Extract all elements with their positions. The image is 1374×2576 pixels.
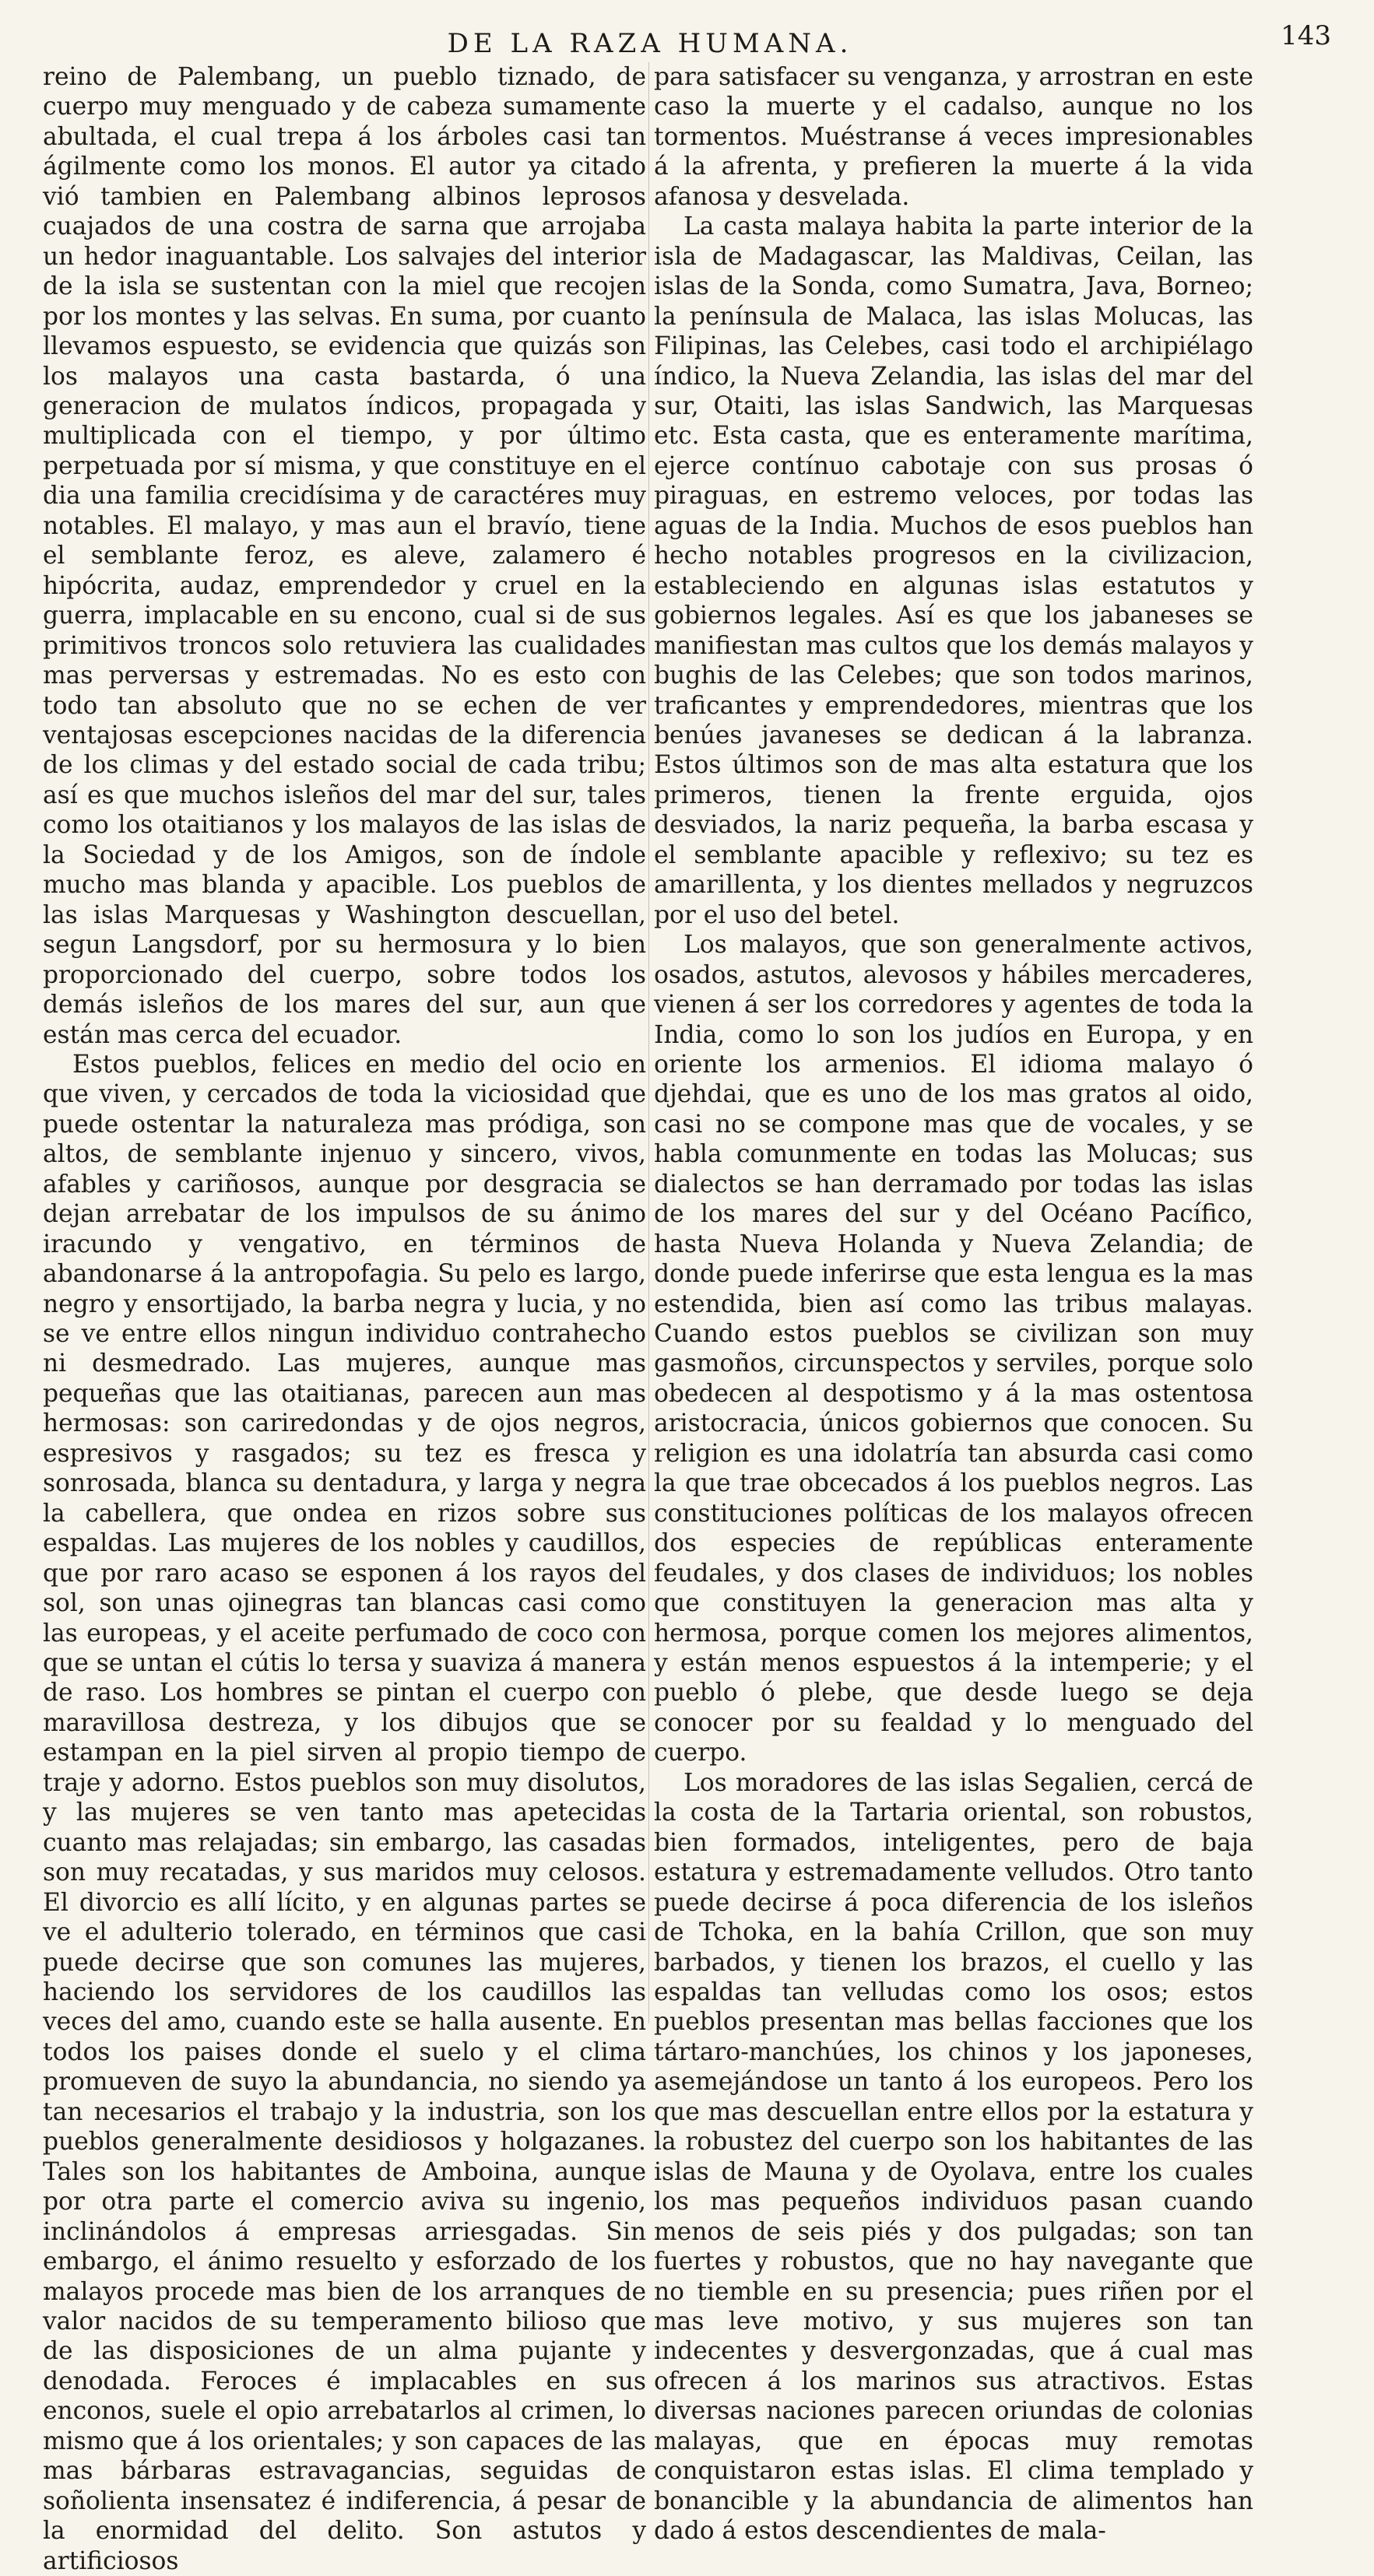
right-paragraph-4: Los moradores de las islas Segalien, cercá de la costa de la Tartaria oriental, son robustos, bien formados, inteligentes, pero de baja estatura y estremadamente velludos. Otro tanto puede decirse á poca diferencia de los isleños de Tchoka, en la bahía Crillon, que son muy barbados, y tienen los brazos, el cuello y las espaldas tan velludas como los osos; estos pueblos presentan mas bellas facciones que los tártaro-manchúes, los chinos y los japoneses, asemejándose un tanto á los europeos. Pero los que mas descuellan entre ellos por la estatura y la robustez del cuerpo son los habitantes de las islas de Mauna y de Oyolava, entre los cuales los mas pequeños individuos pasan cuando menos de seis piés y dos pulgadas; son tan fuertes y robustos, que no hay navegante que no tiemble en su presencia; pues riñen por el mas leve motivo, y sus mujeres son tan indecentes y desvergonzadas, que á cual mas ofrecen á los marinos sus atractivos. Estas diversas naciones parecen oriundas de colonias malayas, que en épocas muy remotas conquistaron estas islas. El clima templado y bonancible y la abundancia de alimentos han dado á estos descendientes de mala- — [654, 1768, 1253, 2546]
right-paragraph-2: La casta malaya habita la parte interior de la isla de Madagascar, las Maldivas, Ceilan, las islas de la Sonda, como Sumatra, Java, Borneo; la península de Malaca, las islas Molucas, las Filipinas, las Celebes, casi todo el archipiélago índico, la Nueva Zelandia, las islas del mar del sur, Otaiti, las islas Sandwich, las Marquesas etc. Esta casta, que es enteramente marítima, ejerce contínuo cabotaje con sus prosas ó piraguas, en estremo veloces, por todas las aguas de la India. Muchos de esos pueblos han hecho notables progresos en la civilizacion, estableciendo en algunas islas estatutos y gobiernos legales. Así es que los jabaneses se manifiestan mas cultos que los demás malayos y bughis de las Celebes; que son todos marinos, traficantes y emprendedores, mientras que los benúes javaneses se dedican á la labranza. Estos últimos son de mas alta estatura que los primeros, tienen la frente erguida, ojos desviados, la nariz pequeña, la barba escasa y el semblante apacible y reflexivo; su tez es amarillenta, y los dientes mellados y negruzcos por el uso del betel. — [654, 212, 1253, 929]
right-column — [654, 62, 1253, 2546]
left-column — [43, 62, 646, 2575]
left-paragraph-1: reino de Palembang, un pueblo tiznado, de cuerpo muy menguado y de cabeza sumamente abultada, el cual trepa á los árboles casi tan ágilmente como los monos. El autor ya citado vió tambien en Palembang albinos leprosos cuajados de una costra de sarna que arrojaba un hedor inaguantable. Los salvajes del interior de la isla se sustentan con la miel que recojen por los montes y las selvas. En suma, por cuanto llevamos espuesto, se evidencia que quizás son los malayos una casta bastarda, ó una generacion de mulatos índicos, propagada y multiplicada con el tiempo, y por último perpetuada por sí misma, y que constituye en el dia una familia crecidísima y de caractéres muy notables. El malayo, y mas aun el bravío, tiene el semblante feroz, es aleve, zalamero é hipócrita, audaz, emprendedor y cruel en la guerra, implacable en su encono, cual si de sus primitivos troncos solo retuviera las cualidades mas perversas y estremadas. No es esto con todo tan absoluto que no se echen de ver ventajosas escepciones nacidas de la diferencia de los climas y del estado social de cada tribu; así es que muchos isleños del mar del sur, tales como los otaitianos y los malayos de las islas de la Sociedad y de los Amigos, son de índole mucho mas blanda y apacible. Los pueblos de las islas Marquesas y Washington descuellan, segun Langsdorf, por su hermosura y lo bien proporcionado del cuerpo, sobre todos los demás isleños de los mares del sur, aun que están mas cerca del ecuador. — [43, 63, 646, 1049]
left-paragraph-2: Estos pueblos, felices en medio del ocio en que viven, y cercados de toda la viciosidad que puede ostentar la naturaleza mas pródiga, son altos, de semblante injenuo y sincero, vivos, afables y cariñosos, aunque por desgracia se dejan arrebatar de los impulsos de su ánimo iracundo y vengativo, en términos de abandonarse á la antropofagia. Su pelo es largo, negro y ensortijado, la barba negra y lucia, y no se ve entre ellos ningun individuo contrahecho ni desmedrado. Las mujeres, aunque mas pequeñas que las otaitianas, parecen aun mas hermosas: son cariredondas y de ojos negros, espresivos y rasgados; su tez es fresca y sonrosada, blanca su dentadura, y larga y negra la cabellera, que ondea en rizos sobre sus espaldas. Las mujeres de los nobles y caudillos, que por raro acaso se esponen á los rayos del sol, son unas ojinegras tan blancas casi como las europeas, y el aceite perfumado de coco con que se untan el cútis lo tersa y suaviza á manera de raso. Los hombres se pintan el cuerpo con maravillosa destreza, y los dibujos que se estampan en la piel sirven al propio tiempo de traje y adorno. Estos pueblos son muy disolutos, y las mujeres se ven tanto mas apetecidas cuanto mas relajadas; sin embargo, las casadas son muy recatadas, y sus maridos muy celosos. El divorcio es allí lícito, y en algunas partes se ve el adulterio tolerado, en términos que casi puede decirse que son comunes las mujeres, haciendo los servidores de los caudillos las veces del amo, cuando este se halla ausente. En todos los paises donde el suelo y el clima promueven de suyo la abundancia, no siendo ya tan necesarios el trabajo y la industria, son los pueblos generalmente desidiosos y holgazanes. Tales son los habitantes de Amboina, aunque por otra parte el comercio aviva su ingenio, inclinándolos á empresas arriesgadas. Sin embargo, el ánimo resuelto y esforzado de los malayos procede mas bien de los arranques de valor nacidos de su temperamento bilioso que de las disposiciones de un alma pujante y denodada. Feroces é implacables en sus enconos, suele el opio arrebatarlos al crimen, lo mismo que á los orientales; y son capaces de las mas bárbaras estravagancias, seguidas de soñolienta insensatez é indiferencia, á pesar de la enormidad del delito. Son astutos y artificiosos — [43, 1050, 646, 2575]
column-divider — [648, 62, 649, 2023]
right-paragraph-3: Los malayos, que son generalmente activos, osados, astutos, alevosos y hábiles mercaderes, vienen á ser los corredores y agentes de toda la India, como lo son los judíos en Europa, y en oriente los armenios. El idioma malayo ó djehdai, que es uno de los mas gratos al oido, casi no se compone mas que de vocales, y se habla comunmente en todas las Molucas; sus dialectos se han derramado por todas las islas de los mares del sur y del Océano Pacífico, hasta Nueva Holanda y Nueva Zelandia; de donde puede inferirse que esta lengua es la mas estendida, bien así como las tribus malayas. Cuando estos pueblos se civilizan son muy gasmoños, circunspectos y serviles, porque solo obedecen al despotismo y á la mas ostentosa aristocracia, únicos gobiernos que conocen. Su religion es una idolatría tan absurda casi como la que trae obcecados á los pueblos negros. Las constituciones políticas de los malayos ofrecen dos especies de repúblicas enteramente feudales, y dos clases de individuos; los nobles que constituyen la generacion mas alta y hermosa, porque comen los mejores alimentos, y están menos espuestos á la intemperie; y el pueblo ó plebe, que desde luego se deja conocer por su fealdad y lo menguado del cuerpo. — [654, 931, 1253, 1767]
page-number: 143 — [1281, 20, 1331, 51]
right-paragraph-1: para satisfacer su venganza, y arrostran en este caso la muerte y el cadalso, aunque no los tormentos. Muéstranse á veces impresionables á la afrenta, y prefieren la muerte á la vida afanosa y desvelada. — [654, 63, 1253, 211]
running-head: DE LA RAZA HUMANA. — [447, 28, 853, 59]
